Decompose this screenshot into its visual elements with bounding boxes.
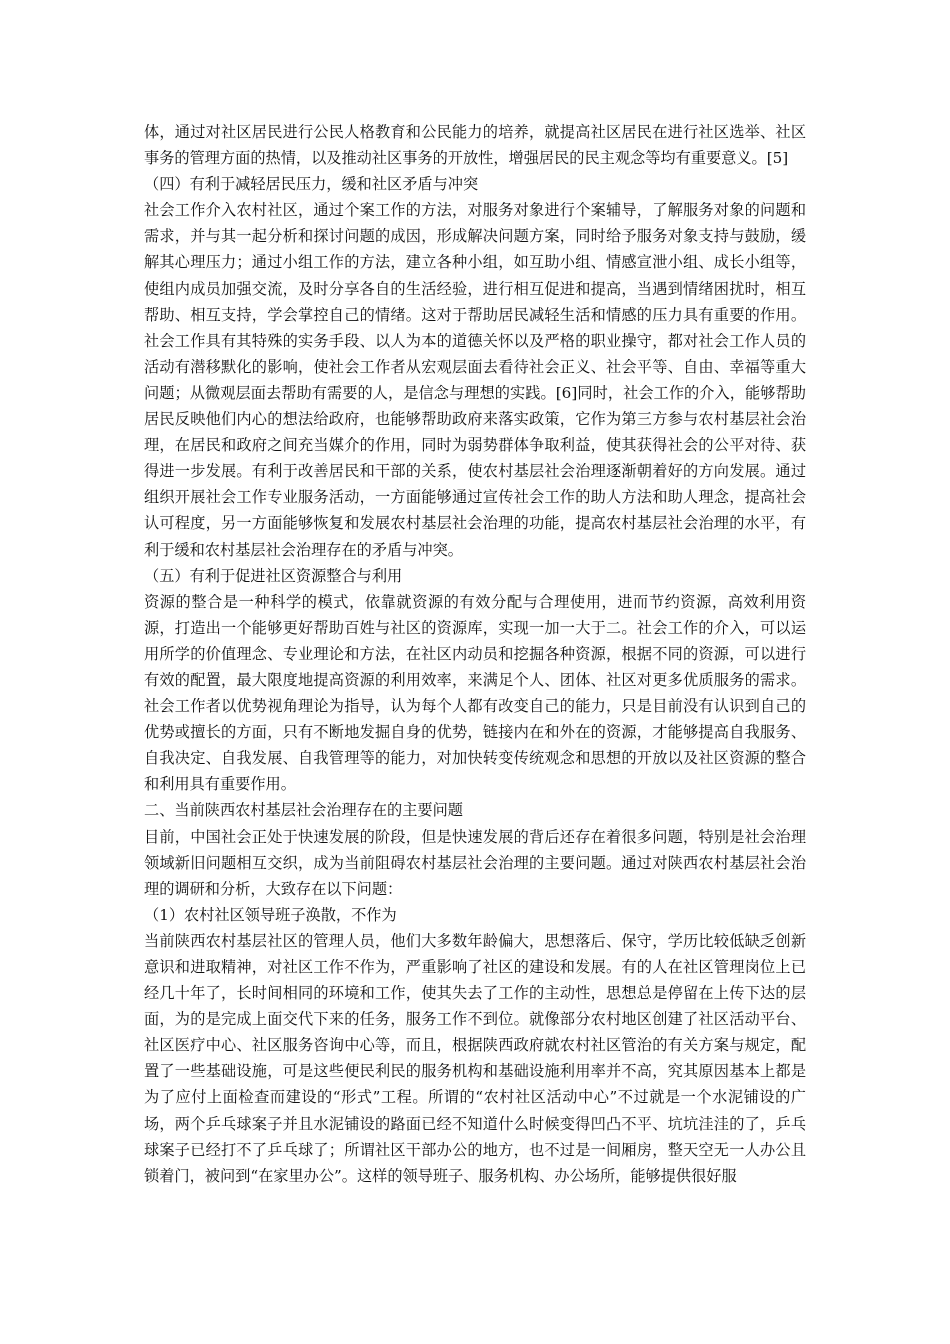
chapter-heading: 二、当前陕西农村基层社会治理存在的主要问题 [144, 801, 463, 820]
body-paragraph: 目前，中国社会正处于快速发展的阶段，但是快速发展的背后还存在着很多问题，特别是社会治理领域新旧问题相互交织，成为当前阻碍农村基层社会治理的主要问题。通过对陕西农村基层社会治理的调研和分析，大致存在以下问题： [144, 827, 806, 898]
section-heading: （四）有利于减轻居民压力，缓和社区矛盾与冲突 [144, 175, 479, 194]
section-heading: （1）农村社区领导班子涣散，不作为 [144, 905, 397, 924]
body-paragraph: 当前陕西农村基层社区的管理人员，他们大多数年龄偏大，思想落后、保守，学历比较低缺乏创新意识和进取精神，对社区工作不作为，严重影响了社区的建设和发展。有的人在社区管理岗位上已经几十年了，长时间相同的环境和工作，使其失去了工作的主动性，思想总是停留在上传下达的层面，为的是完成上面交代下来的任务，服务工作不到位。就像部分农村地区创建了社区活动平台、社区医疗中心、社区服务咨询中心等，而且，根据陕西政府就农村社区管治的有关方案与规定，配置了一些基础设施，可是这些便民利民的服务机构和基础设施利用率并不高，究其原因基本上都是为了应付上面检查而建设的“形式”工程。所谓的“农村社区活动中心”不过就是一个水泥铺设的广场，两个乒乓球案子并且水泥铺设的路面已经不知道什么时候变得凹凸不平、坑坑洼洼的了，乒乓球案子已经打不了乒乓球了；所谓社区干部办公的地方，也不过是一间厢房，整天空无一人办公且锁着门，被问到“在家里办公”。这样的领导班子、服务机构、办公场所，能够提供很好服 [144, 931, 806, 1185]
document-page [144, 119, 806, 1189]
body-paragraph: 体，通过对社区居民进行公民人格教育和公民能力的培养，就提高社区居民在进行社区选举、社区事务的管理方面的热情，以及推动社区事务的开放性，增强居民的民主观念等均有重要意义。[5] [144, 123, 806, 168]
body-paragraph: 社会工作介入农村社区，通过个案工作的方法，对服务对象进行个案辅导，了解服务对象的问题和需求，并与其一起分析和探讨问题的成因，形成解决问题方案，同时给予服务对象支持与鼓励，缓解其心理压力；通过小组工作的方法，建立各种小组，如互助小组、情感宣泄小组、成长小组等，使组内成员加强交流，及时分享各自的生活经验，进行相互促进和提高，当遇到情绪困扰时，相互帮助、相互支持，学会掌控自己的情绪。这对于帮助居民减轻生活和情感的压力具有重要的作用。社会工作具有其特殊的实务手段、以人为本的道德关怀以及严格的职业操守，都对社会工作人员的活动有潜移默化的影响，使社会工作者从宏观层面去看待社会正义、社会平等、自由、幸福等重大问题；从微观层面去帮助有需要的人，是信念与理想的实践。[6]同时，社会工作的介入，能够帮助居民反映他们内心的想法给政府，也能够帮助政府来落实政策，它作为第三方参与农村基层社会治理，在居民和政府之间充当媒介的作用，同时为弱势群体争取利益，使其获得社会的公平对待、获得进一步发展。有利于改善居民和干部的关系，使农村基层社会治理逐渐朝着好的方向发展。通过组织开展社会工作专业服务活动，一方面能够通过宣传社会工作的助人方法和助人理念，提高社会认可程度，另一方面能够恢复和发展农村基层社会治理的功能，提高农村基层社会治理的水平，有利于缓和农村基层社会治理存在的矛盾与冲突。 [144, 201, 806, 559]
body-paragraph: 资源的整合是一种科学的模式，依靠就资源的有效分配与合理使用，进而节约资源，高效利用资源，打造出一个能够更好帮助百姓与社区的资源库，实现一加一大于二。社会工作的介入，可以运用所学的价值理念、专业理论和方法，在社区内动员和挖掘各种资源，根据不同的资源，可以进行有效的配置，最大限度地提高资源的利用效率，来满足个人、团体、社区对更多优质服务的需求。社会工作者以优势视角理论为指导，认为每个人都有改变自己的能力，只是目前没有认识到自己的优势或擅长的方面，只有不断地发掘自身的优势，链接内在和外在的资源，才能够提高自我服务、自我决定、自我发展、自我管理等的能力，对加快转变传统观念和思想的开放以及社区资源的整合和利用具有重要作用。 [144, 592, 806, 794]
section-heading: （五）有利于促进社区资源整合与利用 [144, 566, 403, 585]
